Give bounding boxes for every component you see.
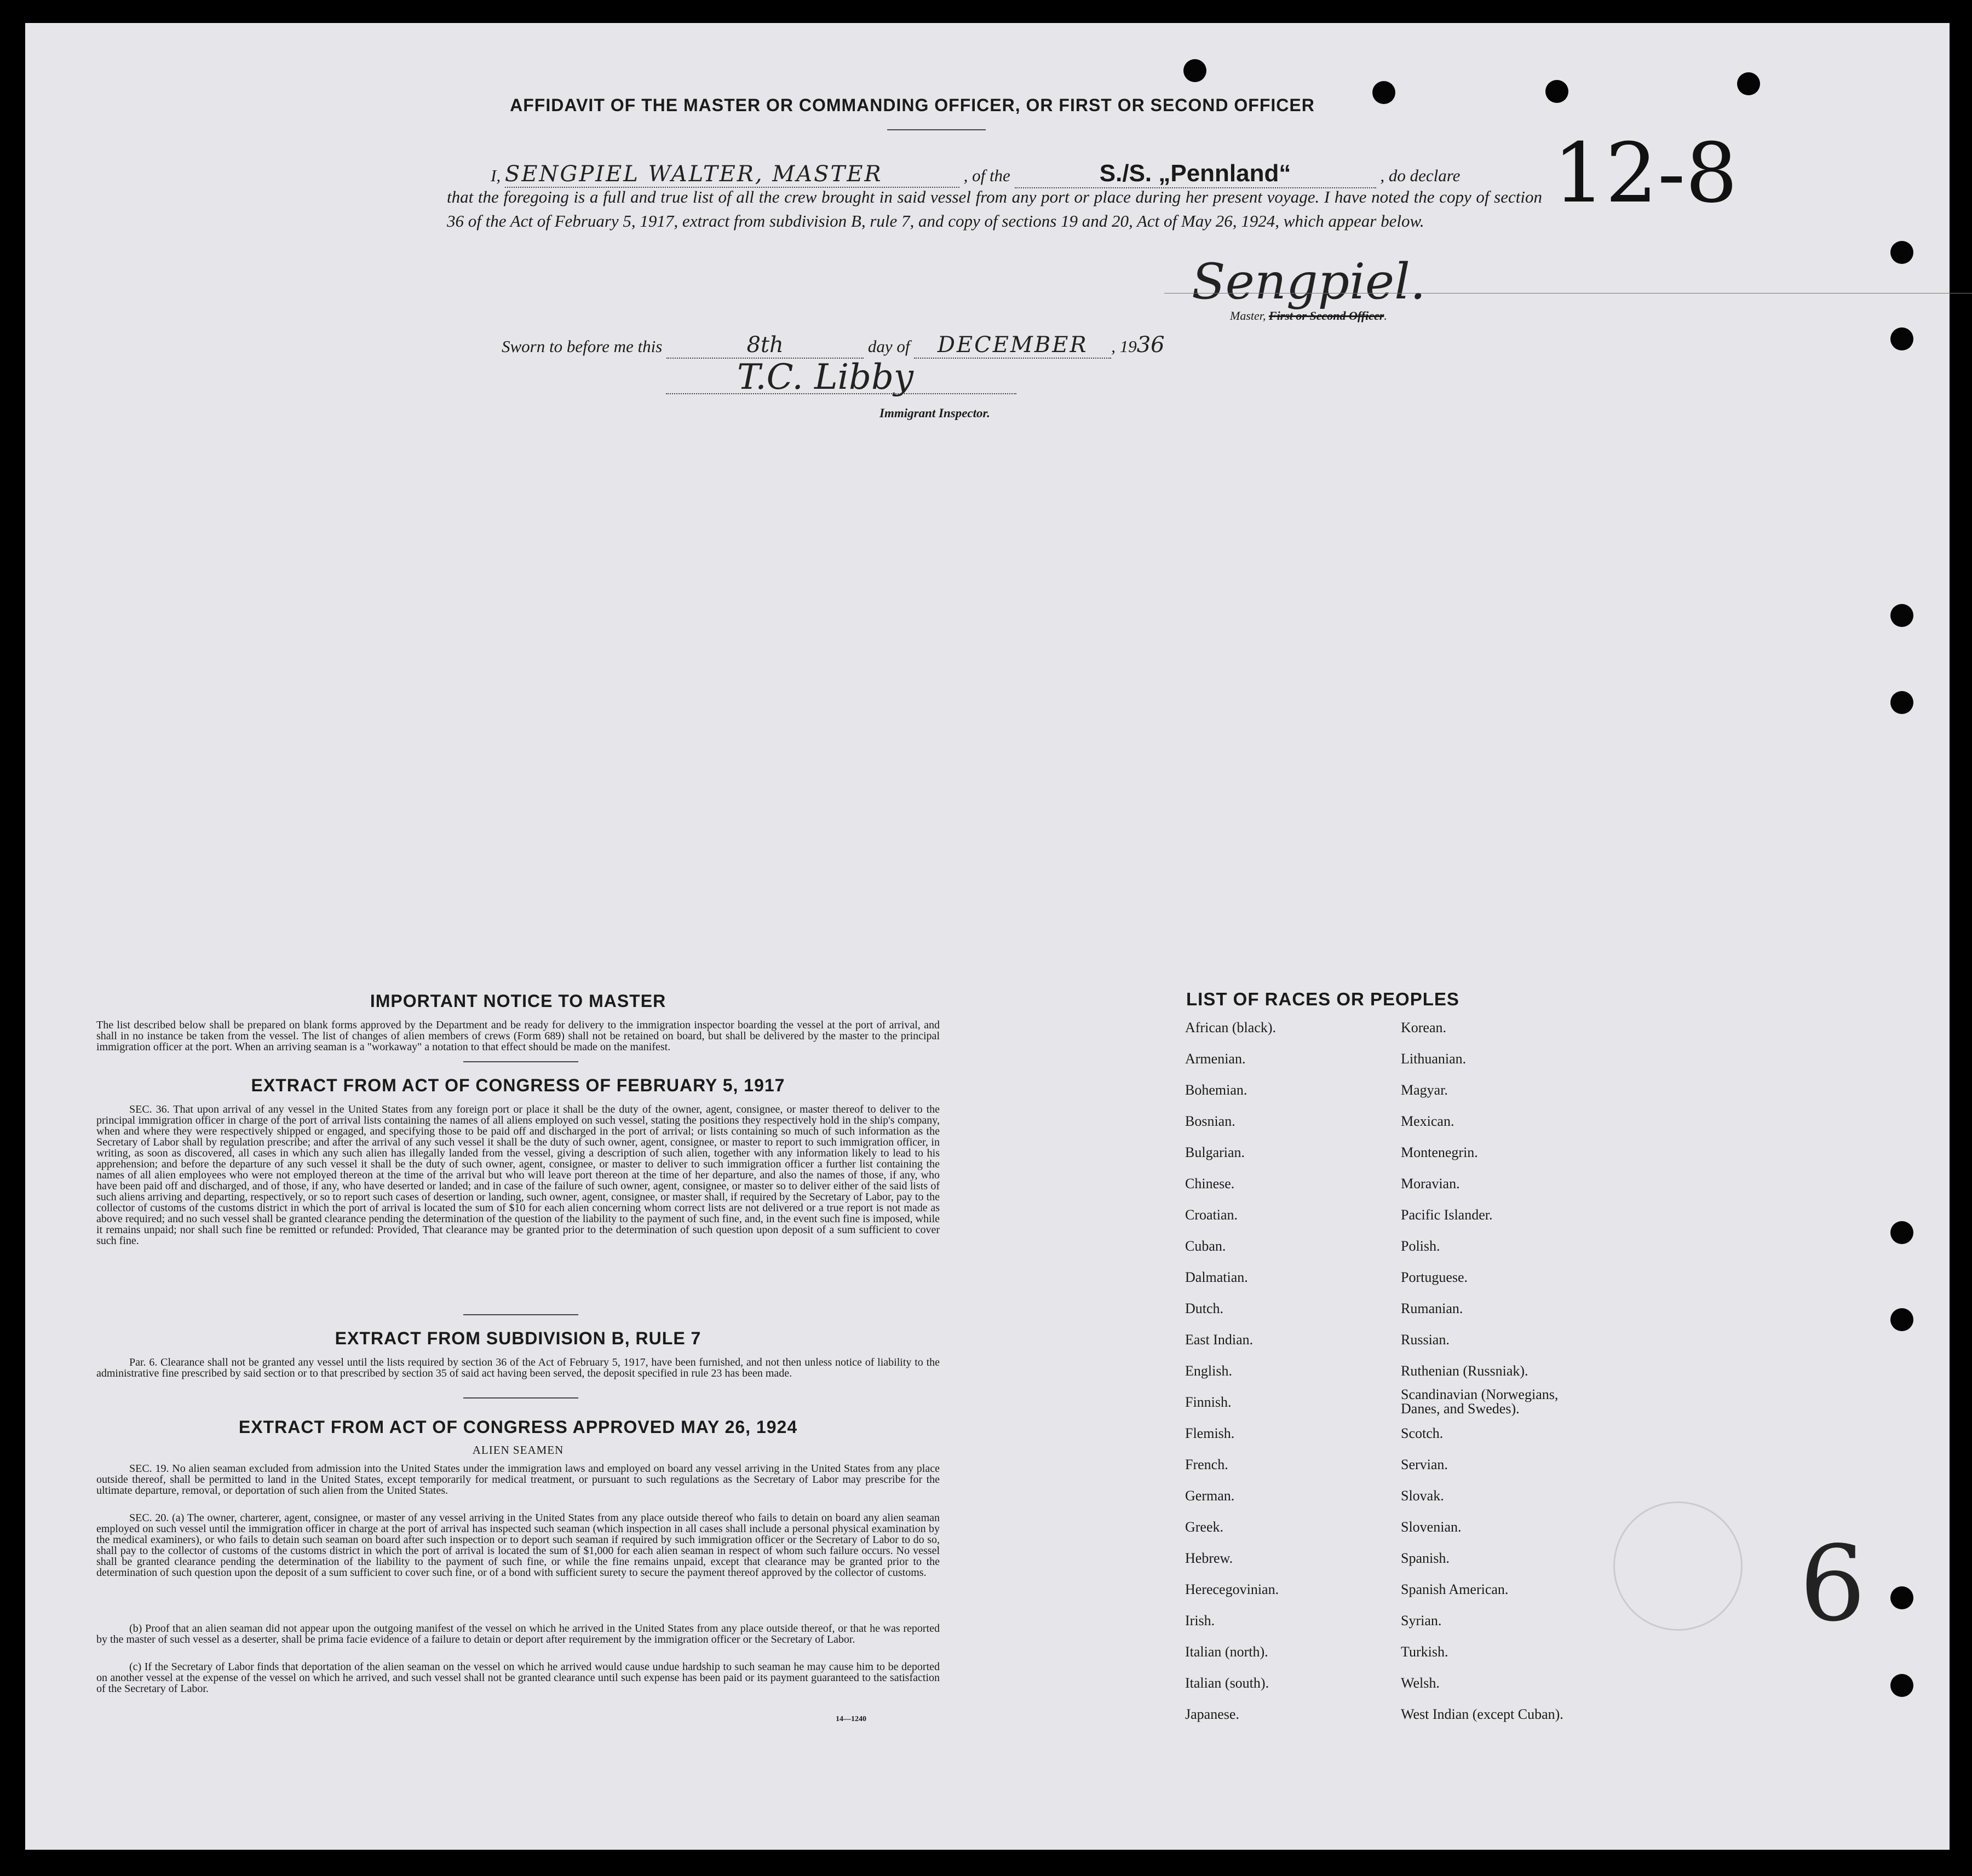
race-item: Dalmatian.	[1185, 1269, 1248, 1285]
race-item: Ruthenian (Russniak).	[1401, 1363, 1528, 1379]
race-item: French.	[1185, 1457, 1228, 1472]
form-number: 14—1240	[836, 1715, 866, 1723]
race-item: Hebrew.	[1185, 1550, 1233, 1566]
rule-7-title: EXTRACT FROM SUBDIVISION B, RULE 7	[335, 1328, 702, 1348]
sworn-month: DECEMBER	[914, 332, 1111, 359]
race-item: Dutch.	[1185, 1300, 1224, 1316]
race-item: Slovenian.	[1401, 1519, 1462, 1535]
document-page	[25, 23, 1950, 1850]
master-label: Master,	[1230, 309, 1266, 323]
race-item: Russian.	[1401, 1332, 1450, 1348]
race-item: Portuguese.	[1401, 1269, 1468, 1285]
race-item: Moravian.	[1401, 1176, 1460, 1192]
margin-note: 12-8	[1553, 126, 1738, 221]
struck-officer-label: First or Second Officer	[1268, 309, 1384, 323]
year-prefix: , 19	[1111, 337, 1137, 356]
handwritten-mark: 6	[1799, 1523, 1866, 1644]
faint-stamp	[1613, 1501, 1743, 1631]
race-item: Spanish American.	[1401, 1581, 1509, 1597]
punch-hole	[1890, 241, 1913, 264]
day-of-label: day of	[867, 337, 910, 356]
race-item: Bohemian.	[1185, 1082, 1247, 1098]
act-1924-title: EXTRACT FROM ACT OF CONGRESS APPROVED MAY 26, 1924	[238, 1417, 798, 1437]
act-1924-sec19: SEC. 19. No alien seaman excluded from admission into the United States under the immigration laws and employed on board any vessel arriving in the United States from any place outside thereof, shall be permitted to land in the United States, except temporarily for medical treatment, or pursuant to such regulations as the Secretary of Labor may prescribe for the ultimate departure, removal, or deportation of such alien from the United States.	[96, 1463, 940, 1497]
sworn-day: 8th	[666, 332, 864, 359]
race-item: Polish.	[1401, 1238, 1440, 1254]
inspector-signature: T.C. Libby	[737, 357, 914, 398]
sworn-line	[502, 332, 1165, 359]
race-item: Greek.	[1185, 1519, 1224, 1535]
year-suffix: 36	[1136, 332, 1165, 358]
prefix-text: I,	[491, 166, 501, 185]
do-declare-text: , do declare	[1380, 166, 1461, 185]
races-title: LIST OF RACES OR PEOPLES	[1186, 989, 1459, 1009]
race-item: Bosnian.	[1185, 1113, 1235, 1129]
punch-hole	[1890, 1308, 1913, 1331]
master-signature: Sengpiel.	[1192, 253, 1426, 310]
race-item: German.	[1185, 1488, 1235, 1504]
race-item: Finnish.	[1185, 1394, 1232, 1410]
race-item: Flemish.	[1185, 1425, 1235, 1441]
race-item: Irish.	[1185, 1613, 1215, 1628]
master-name: SENGPIEL WALTER, MASTER	[505, 162, 959, 188]
affidavit-first-line	[491, 160, 1712, 188]
punch-hole	[1183, 59, 1206, 82]
race-item: Japanese.	[1185, 1706, 1239, 1722]
title-rule	[887, 129, 986, 130]
notice-title: IMPORTANT NOTICE TO MASTER	[370, 991, 666, 1011]
race-item: African (black).	[1185, 1020, 1277, 1035]
of-the-text: , of the	[963, 166, 1010, 185]
affidavit-body: that the foregoing is a full and true list of all the crew brought in said vessel from any port or place during her present voyage. I have noted the copy of section 36 of the Act of February 5, 1917, extract from subdivision B, rule 7, and copy of sections 19 and 20, Act of May 26, 1924, which appear below.	[447, 187, 1542, 231]
race-item: Pacific Islander.	[1401, 1207, 1493, 1223]
inspector-label: Immigrant Inspector.	[879, 406, 990, 420]
race-item: Italian (north).	[1185, 1644, 1268, 1660]
race-item: English.	[1185, 1363, 1232, 1379]
race-item: Magyar.	[1401, 1082, 1448, 1098]
affidavit-title: AFFIDAVIT OF THE MASTER OR COMMANDING OFFICER, OR FIRST OR SECOND OFFICER	[510, 95, 1315, 115]
punch-hole	[1890, 1221, 1913, 1244]
race-item: Bulgarian.	[1185, 1144, 1245, 1160]
notice-text: The list described below shall be prepared on blank forms approved by the Department and be ready for delivery to the immigration inspector boarding the vessel at the port of arrival, and shall in no instance be taken from the vessel. The list of changes of alien members of crews (Form 689) shall not be retained on board, but shall be delivered by the master to the principal immigration officer at the port. When an arriving seaman is a "workaway" a notation to that effect should be made on the manifest.	[96, 1019, 940, 1053]
punch-hole	[1890, 327, 1913, 350]
race-item: Scotch.	[1401, 1425, 1444, 1441]
race-item: Mexican.	[1401, 1113, 1454, 1129]
race-item: West Indian (except Cuban).	[1401, 1706, 1563, 1722]
sworn-label: Sworn to before me this	[502, 337, 663, 356]
signature-rule	[1164, 293, 1972, 294]
race-item: Lithuanian.	[1401, 1051, 1467, 1067]
race-item: Scandinavian (Norwegians, Danes, and Swedes).	[1401, 1386, 1559, 1417]
divider-rule	[463, 1314, 578, 1315]
race-item: Turkish.	[1401, 1644, 1448, 1660]
punch-hole	[1890, 1586, 1913, 1609]
race-item: Welsh.	[1401, 1675, 1440, 1691]
race-item: Servian.	[1401, 1457, 1448, 1472]
race-item: Korean.	[1401, 1020, 1447, 1035]
act-1917-text: SEC. 36. That upon arrival of any vessel in the United States from any foreign port or place it shall be the duty of the owner, agent, consignee, or master thereof to deliver to the principal immigration officer in charge of the port of arrival lists containing the names of all aliens employed on such vessel, stating the positions they respectively hold in the ship's company, when and where they were respectively shipped or engaged, and specifying those to be paid off and discharged in the port of arrival; or lists containing so much of such information as the Secretary of Labor shall by regulation prescribe; and after the arrival of any such vessel it shall be the duty of such owner, agent, consignee, or master to report to such immigration officer, in writing, as soon as discovered, all cases in which any such alien has illegally landed from the vessel, giving a description of such alien, together with any information likely to lead to his apprehension; and before the departure of any such vessel it shall be the duty of such owner, agent, consignee, or master to deliver to such immigration officer a further list containing the names of all alien employees who were not employed thereon at the time of the arrival but who will leave port thereon at the time of her departure, and also the names of those, if any, who have been paid off and discharged, and of those, if any, who have deserted or landed; and in case of the failure of such owner, agent, consignee, or master so to deliver either of the said lists of such aliens arriving and departing, respectively, or so to report such cases of desertion or landing, such owner, agent, consignee, or master shall, if required by the Secretary of Labor, pay to the collector of customs of the customs district in which the port of arrival is located the sum of $10 for each alien concerning whom correct lists are not delivered or a true report is not made as above required; and no such vessel shall be granted clearance pending the determination of the question of the liability to the payment of such fine, and, in the event such fine is imposed, while it remains unpaid; nor shall such fine be remitted or refunded: Provided, That clearance may be granted prior to the determination of such question upon deposit of a sum sufficient to cover such fine.	[96, 1103, 940, 1247]
race-item: Syrian.	[1401, 1613, 1442, 1628]
act-1924-sec20a: SEC. 20. (a) The owner, charterer, agent, consignee, or master of any vessel arriving in the United States from any place outside thereof who fails to detain on board any alien seaman employed on such vessel until the immigration officer in charge at the port of arrival has inspected such seaman (which inspection in all cases shall include a personal physical examination by the medical examiners), or who fails to detain such seaman on board after such inspection or to deport such seaman if required by such immigration officer or the Secretary of Labor to do so, shall pay to the collector of customs of the customs district in which the port of arrival is located the sum of $1,000 for each alien seaman in respect of whom such failure occurs. No vessel shall be granted clearance pending the determination of the liability to the payment of such fine, or while the fine remains unpaid, except that clearance may be granted prior to the determination of such question upon the deposit of a sum sufficient to cover such fine, or of a bond with sufficient surety to secure the payment thereof approved by the collector of customs.	[96, 1512, 940, 1579]
race-item: Chinese.	[1185, 1176, 1235, 1192]
race-item: Slovak.	[1401, 1488, 1444, 1504]
act-1924-subtitle: ALIEN SEAMEN	[472, 1443, 564, 1457]
inspector-rule	[666, 393, 1016, 394]
punch-hole	[1890, 691, 1913, 714]
punch-hole	[1737, 72, 1760, 95]
race-item: Rumanian.	[1401, 1300, 1463, 1316]
act-1924-sec20c: (c) If the Secretary of Labor finds that deportation of the alien seaman on the vessel on which he arrived would cause undue hardship to such seaman he may cause him to be deported on another vessel at the expense of the vessel on which he arrived, and such vessel shall not be granted clearance until such expense has been paid or its payment guaranteed to the satisfaction of the Secretary of Labor.	[96, 1661, 940, 1695]
act-1917-title: EXTRACT FROM ACT OF CONGRESS OF FEBRUARY 5, 1917	[251, 1075, 785, 1095]
race-item: Armenian.	[1185, 1051, 1246, 1067]
divider-rule	[463, 1061, 578, 1062]
race-item: Cuban.	[1185, 1238, 1226, 1254]
master-label-line: Master, First or Second Officer.	[1230, 309, 1387, 323]
race-item: Italian (south).	[1185, 1675, 1269, 1691]
race-item: East Indian.	[1185, 1332, 1254, 1348]
act-1924-sec20b: (b) Proof that an alien seaman did not appear upon the outgoing manifest of the vessel on which he arrived in the United States from any place outside thereof, or that he was reported by the master of such vessel as a deserter, shall be prima facie evidence of a failure to detain or deport after requirement by the immigration officer or the Secretary of Labor.	[96, 1622, 940, 1645]
race-item: Croatian.	[1185, 1207, 1238, 1223]
vessel-name: S./S. „Pennland“	[1015, 160, 1376, 188]
punch-hole	[1890, 604, 1913, 627]
punch-hole	[1890, 1674, 1913, 1697]
race-item: Herecegovinian.	[1185, 1581, 1279, 1597]
race-item: Montenegrin.	[1401, 1144, 1478, 1160]
rule-7-text: Par. 6. Clearance shall not be granted any vessel until the lists required by section 36 of the Act of February 5, 1917, have been furnished, and not then unless notice of liability to the administrative fine prescribed by said section or to that prescribed by section 35 of said act having been served, the deposit specified in rule 23 has been made.	[96, 1356, 940, 1379]
divider-rule	[463, 1397, 578, 1399]
race-item: Spanish.	[1401, 1550, 1450, 1566]
